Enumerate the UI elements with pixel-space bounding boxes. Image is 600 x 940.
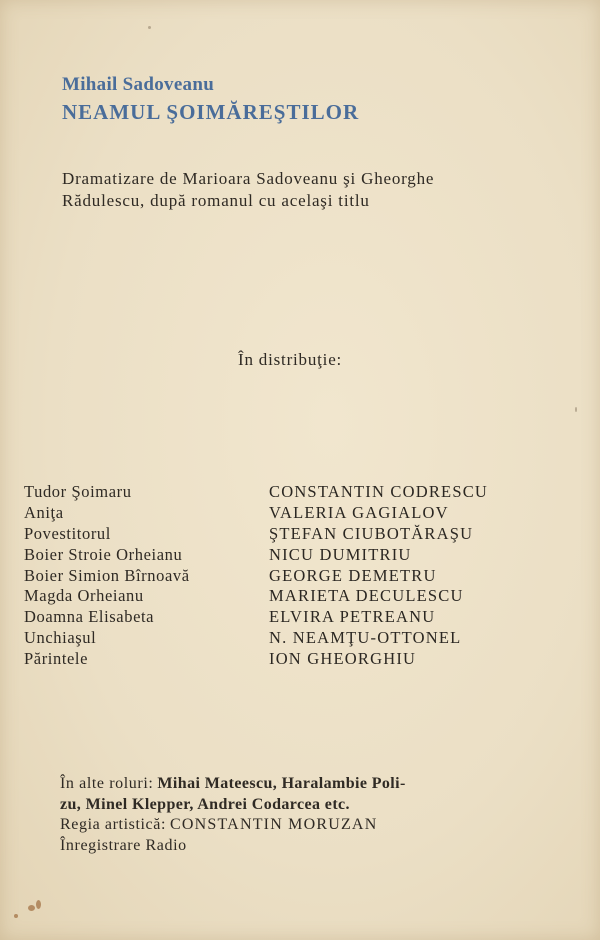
paper-stain: [36, 900, 41, 909]
director-line: [60, 815, 560, 836]
other-roles-names: Mihai Mateescu, Haralambie Poli-: [157, 775, 406, 792]
cast-heading: În distribuţie:: [238, 350, 343, 369]
cast-row: [24, 607, 584, 628]
cast-role: Boier Stroie Orheianu: [24, 544, 183, 564]
paper-spot: [148, 26, 151, 29]
cast-actor: ION GHEORGHIU: [269, 648, 417, 668]
cast-actor: ŞTEFAN CIUBOTĂRAŞU: [269, 523, 474, 543]
footer-credits: [60, 774, 560, 856]
adaptation-credit: [62, 168, 562, 212]
cast-actor: ELVIRA PETREANU: [269, 607, 436, 627]
director-label: Regia artistică:: [60, 816, 167, 833]
paper-spot: [575, 407, 577, 412]
cast-actor: N. NEAMŢU-OTTONEL: [269, 627, 462, 647]
cast-role: Povestitorul: [24, 523, 111, 543]
adaptation-credit-line: Dramatizare de Marioara Sadoveanu şi Gheorghe: [62, 169, 435, 188]
cast-row: [24, 482, 584, 503]
other-roles-line: [60, 774, 560, 795]
cast-actor: VALERIA GAGIALOV: [269, 503, 449, 523]
other-roles-line: [60, 795, 560, 816]
cast-role: Magda Orheianu: [24, 586, 144, 606]
paper-stain: [14, 914, 18, 918]
cast-role: Unchiaşul: [24, 627, 97, 647]
cast-row: [24, 544, 584, 565]
cast-actor: CONSTANTIN CODRESCU: [269, 482, 489, 502]
cast-role: Boier Simion Bîrnoavă: [24, 565, 190, 585]
other-roles-names: zu, Minel Klepper, Andrei Codarcea etc.: [60, 795, 350, 813]
author-name: Mihail Sadoveanu: [62, 74, 215, 95]
cast-row: [24, 503, 584, 524]
cast-row: [24, 586, 584, 607]
adaptation-credit-line: Rădulescu, după romanul cu acelaşi titlu: [62, 191, 370, 210]
work-title: NEAMUL ŞOIMĂREŞTILOR: [62, 100, 360, 124]
recording-note: Înregistrare Radio: [60, 836, 187, 854]
cast-role: Tudor Şoimaru: [24, 482, 132, 502]
director-name: CONSTANTIN MORUZAN: [170, 816, 378, 833]
cast-row: [24, 628, 584, 649]
cast-list: [24, 482, 584, 669]
cast-actor: NICU DUMITRIU: [269, 544, 412, 564]
other-roles-label: În alte roluri:: [60, 775, 154, 792]
cast-actor: GEORGE DEMETRU: [269, 565, 437, 585]
cast-role: Doamna Elisabeta: [24, 607, 155, 627]
cast-actor: MARIETA DECULESCU: [269, 586, 464, 606]
paper-stain: [28, 905, 35, 911]
cast-row: [24, 648, 584, 669]
cast-row: [24, 524, 584, 545]
cast-row: [24, 565, 584, 586]
cast-role: Aniţa: [24, 503, 64, 523]
cast-role: Părintele: [24, 648, 89, 668]
